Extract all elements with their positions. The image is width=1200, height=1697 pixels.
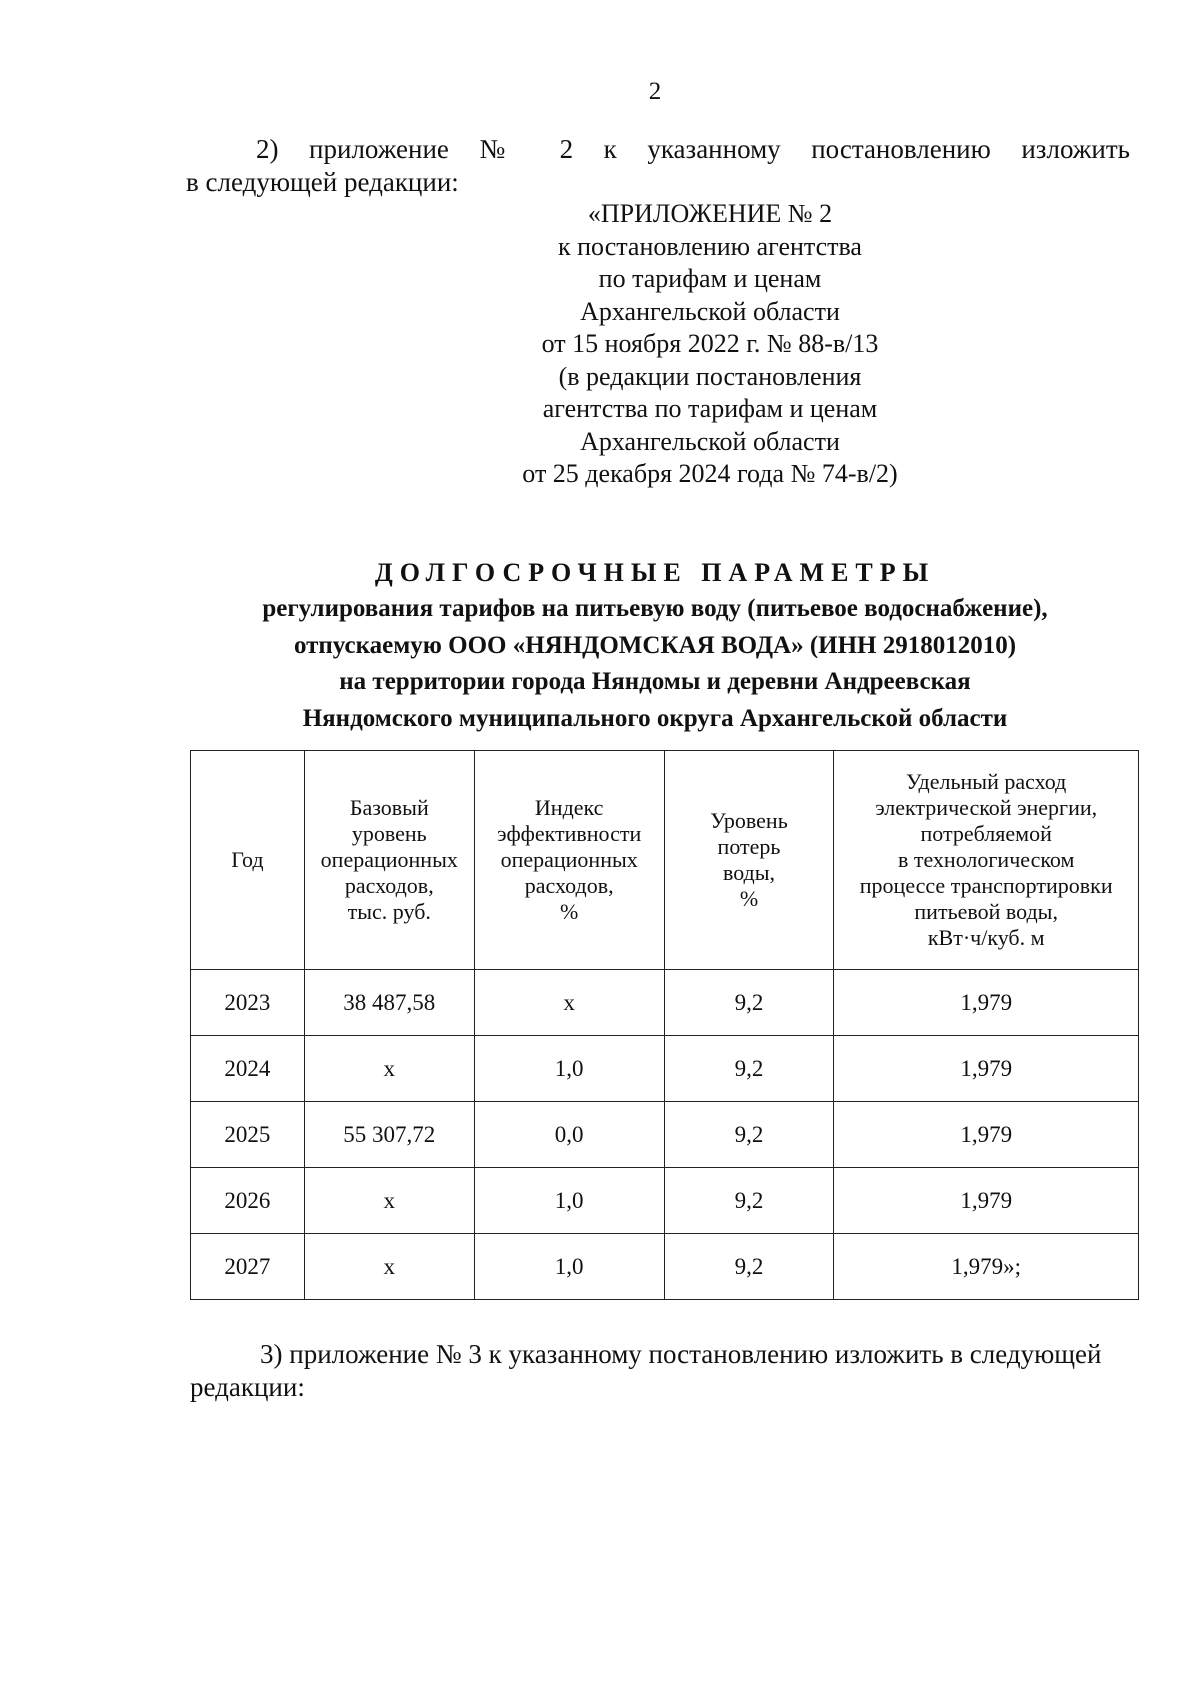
cell-year: 2027: [191, 1234, 305, 1300]
appendix-line: Архангельской области: [580, 296, 840, 326]
header-text: Удельный расход: [906, 769, 1067, 794]
table-header-row: [191, 751, 1139, 970]
header-water-loss: [664, 751, 834, 970]
cell-efficiency-index: 1,0: [474, 1168, 664, 1234]
cell-year: 2026: [191, 1168, 305, 1234]
header-text: кВт·ч/куб. м: [927, 925, 1045, 950]
header-efficiency-index: [474, 751, 664, 970]
title-main: ДОЛГОСРОЧНЫЕ ПАРАМЕТРЫ: [374, 558, 936, 587]
cell-energy-consumption: 1,979: [834, 1168, 1139, 1234]
header-text: %: [560, 899, 579, 924]
header-text: эффективности: [497, 821, 642, 846]
cell-base-opex: х: [304, 1168, 474, 1234]
header-text: электрической энергии,: [875, 795, 1098, 820]
table-row: [191, 970, 1139, 1036]
header-text: Год: [231, 847, 264, 872]
header-text: в технологическом: [897, 847, 1075, 872]
header-text: потерь: [717, 834, 781, 859]
paragraph-3: [190, 1338, 1140, 1404]
table-row: [191, 1036, 1139, 1102]
appendix-line: к постановлению агентства: [558, 231, 862, 261]
appendix-line: «ПРИЛОЖЕНИЕ № 2: [587, 199, 833, 228]
cell-water-loss: 9,2: [664, 1168, 834, 1234]
cell-year: 2024: [191, 1036, 305, 1102]
header-energy-consumption: [834, 751, 1139, 970]
cell-efficiency-index: 1,0: [474, 1234, 664, 1300]
header-text: операционных: [500, 847, 638, 872]
title-line: на территории города Няндомы и деревни Андреевская: [339, 668, 971, 695]
appendix-line: агентства по тарифам и ценам: [542, 394, 878, 423]
cell-energy-consumption: 1,979: [834, 1036, 1139, 1102]
cell-base-opex: х: [304, 1036, 474, 1102]
cell-efficiency-index: 1,0: [474, 1036, 664, 1102]
cell-water-loss: 9,2: [664, 970, 834, 1036]
cell-energy-consumption: 1,979: [834, 970, 1139, 1036]
cell-energy-consumption: 1,979: [834, 1102, 1139, 1168]
header-text: %: [739, 886, 759, 911]
appendix-line: Архангельской области: [580, 426, 840, 456]
cell-year: 2025: [191, 1102, 305, 1168]
cell-base-opex: 38 487,58: [304, 970, 474, 1036]
header-text: Индекс: [534, 795, 604, 820]
title-line: отпускаемую ООО «НЯНДОМСКАЯ ВОДА» (ИНН 2918012010): [293, 631, 1017, 659]
cell-water-loss: 9,2: [664, 1036, 834, 1102]
cell-efficiency-index: 0,0: [474, 1102, 664, 1168]
title-line: Няндомского муниципального округа Архангельской области: [302, 704, 1008, 732]
table-row: [191, 1102, 1139, 1168]
appendix-line: от 15 ноября 2022 г. № 88-в/13: [541, 329, 879, 358]
header-text: Базовый: [349, 795, 429, 820]
header-text: воды,: [722, 860, 776, 885]
appendix-line: (в редакции постановления: [558, 361, 862, 391]
cell-efficiency-index: х: [474, 970, 664, 1036]
header-base-opex: [304, 751, 474, 970]
document-title: [150, 555, 1160, 737]
header-text: потребляемой: [920, 821, 1052, 846]
table-row: [191, 1168, 1139, 1234]
header-text: Уровень: [710, 808, 788, 833]
paragraph-3-line-1: 3) приложение № 3 к указанному постановлению изложить в следующей: [260, 1339, 1102, 1369]
header-text: расходов,: [344, 873, 434, 898]
table-row: [191, 1234, 1139, 1300]
header-text: операционных: [320, 847, 458, 872]
title-line: регулирования тарифов на питьевую воду (питьевое водоснабжение),: [262, 595, 1048, 622]
appendix-line: по тарифам и ценам: [598, 264, 822, 293]
header-text: процессе транспортировки: [859, 873, 1113, 898]
cell-water-loss: 9,2: [664, 1234, 834, 1300]
paragraph-3-line-2: редакции:: [190, 1372, 305, 1402]
parameters-table: [190, 750, 1139, 1300]
header-text: тыс. руб.: [347, 899, 431, 924]
cell-year: 2023: [191, 970, 305, 1036]
page-number: 2: [648, 78, 662, 105]
paragraph-2-line-2: в следующей редакции:: [186, 167, 459, 197]
paragraph-2-line-1: 2) приложение № 2 к указанному постановлению изложить: [256, 134, 1130, 164]
cell-energy-consumption: 1,979»;: [834, 1234, 1139, 1300]
header-year: [191, 751, 305, 970]
header-text: питьевой воды,: [914, 899, 1058, 924]
cell-base-opex: х: [304, 1234, 474, 1300]
header-text: уровень: [351, 821, 427, 846]
cell-water-loss: 9,2: [664, 1102, 834, 1168]
paragraph-2: [186, 133, 1130, 199]
appendix-header: [355, 198, 1065, 491]
header-text: расходов,: [524, 873, 614, 898]
cell-base-opex: 55 307,72: [304, 1102, 474, 1168]
appendix-line: от 25 декабря 2024 года № 74-в/2): [522, 459, 898, 488]
